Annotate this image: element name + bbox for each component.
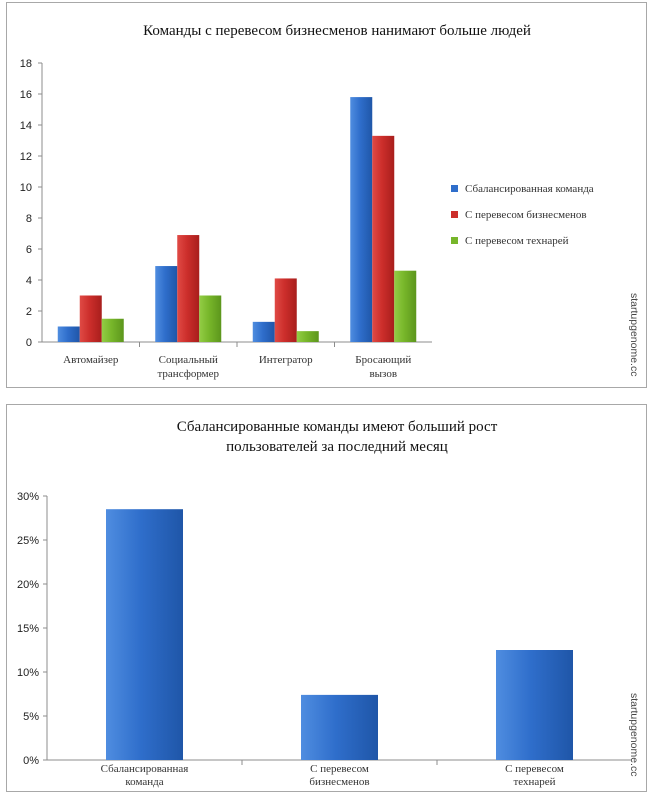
bar	[253, 322, 275, 342]
category-label: Автомайзер	[63, 354, 119, 366]
bar	[155, 266, 177, 342]
chart-title: Команды с перевесом бизнесменов нанимают больше людей	[143, 23, 531, 39]
bar	[275, 278, 297, 342]
bar	[80, 296, 102, 343]
category-label: технарей	[513, 776, 556, 788]
growth-chart-svg	[7, 405, 648, 793]
bar	[350, 97, 372, 342]
y-tick-label: 0	[25, 337, 32, 349]
category-label: вызов	[369, 368, 398, 380]
y-tick-label: 18	[19, 58, 32, 70]
chart-user-growth	[6, 404, 647, 792]
legend-swatch	[451, 211, 458, 218]
bar	[177, 235, 199, 342]
category-label: Социальный	[158, 354, 218, 366]
category-label: С перевесом	[505, 763, 564, 775]
bar	[496, 650, 573, 760]
y-tick-label: 4	[25, 275, 32, 287]
legend-swatch	[451, 237, 458, 244]
legend	[451, 183, 594, 247]
y-tick-label: 10%	[16, 667, 39, 679]
bar	[301, 695, 378, 760]
category-labels	[101, 763, 564, 788]
y-tick-label: 25%	[16, 535, 39, 547]
bar	[102, 319, 124, 342]
y-tick-label: 5%	[23, 711, 39, 723]
category-label: Сбалансированная	[100, 763, 189, 775]
legend-swatch	[451, 185, 458, 192]
chart-hiring	[6, 2, 647, 388]
y-tick-label: 6	[25, 244, 32, 256]
y-tick-label: 10	[19, 182, 32, 194]
bar	[297, 331, 319, 342]
bar	[394, 271, 416, 342]
y-tick-label: 14	[19, 120, 32, 132]
bar	[106, 509, 183, 760]
watermark: startupgenome.cc	[628, 693, 640, 777]
y-tick-label: 15%	[16, 623, 39, 635]
bar	[372, 136, 394, 342]
y-tick-label: 2	[25, 306, 32, 318]
y-tick-label: 20%	[16, 579, 39, 591]
category-label: бизнесменов	[309, 776, 370, 788]
watermark: startupgenome.cc	[628, 293, 640, 377]
category-labels	[63, 354, 411, 380]
y-tick-label: 16	[19, 89, 32, 101]
category-label: команда	[125, 776, 164, 788]
legend-label: С перевесом бизнесменов	[465, 209, 587, 221]
y-tick-label: 0%	[23, 755, 39, 767]
bar	[199, 296, 221, 343]
category-label: трансформер	[157, 368, 220, 380]
bar	[58, 327, 80, 343]
chart-title-line-2: пользователей за последний месяц	[226, 439, 448, 455]
category-label: С перевесом	[310, 763, 369, 775]
legend-label: Сбалансированная команда	[465, 183, 594, 195]
hiring-chart-svg	[7, 3, 648, 389]
category-label: Бросающий	[355, 354, 412, 366]
y-tick-label: 12	[19, 151, 32, 163]
y-tick-label: 30%	[16, 491, 39, 503]
bars	[58, 97, 417, 342]
legend-label: С перевесом технарей	[465, 235, 569, 247]
chart-title-line-1: Сбалансированные команды имеют больший рост	[176, 419, 498, 435]
y-tick-label: 8	[25, 213, 32, 225]
category-label: Интегратор	[258, 354, 313, 366]
bars	[106, 509, 573, 760]
